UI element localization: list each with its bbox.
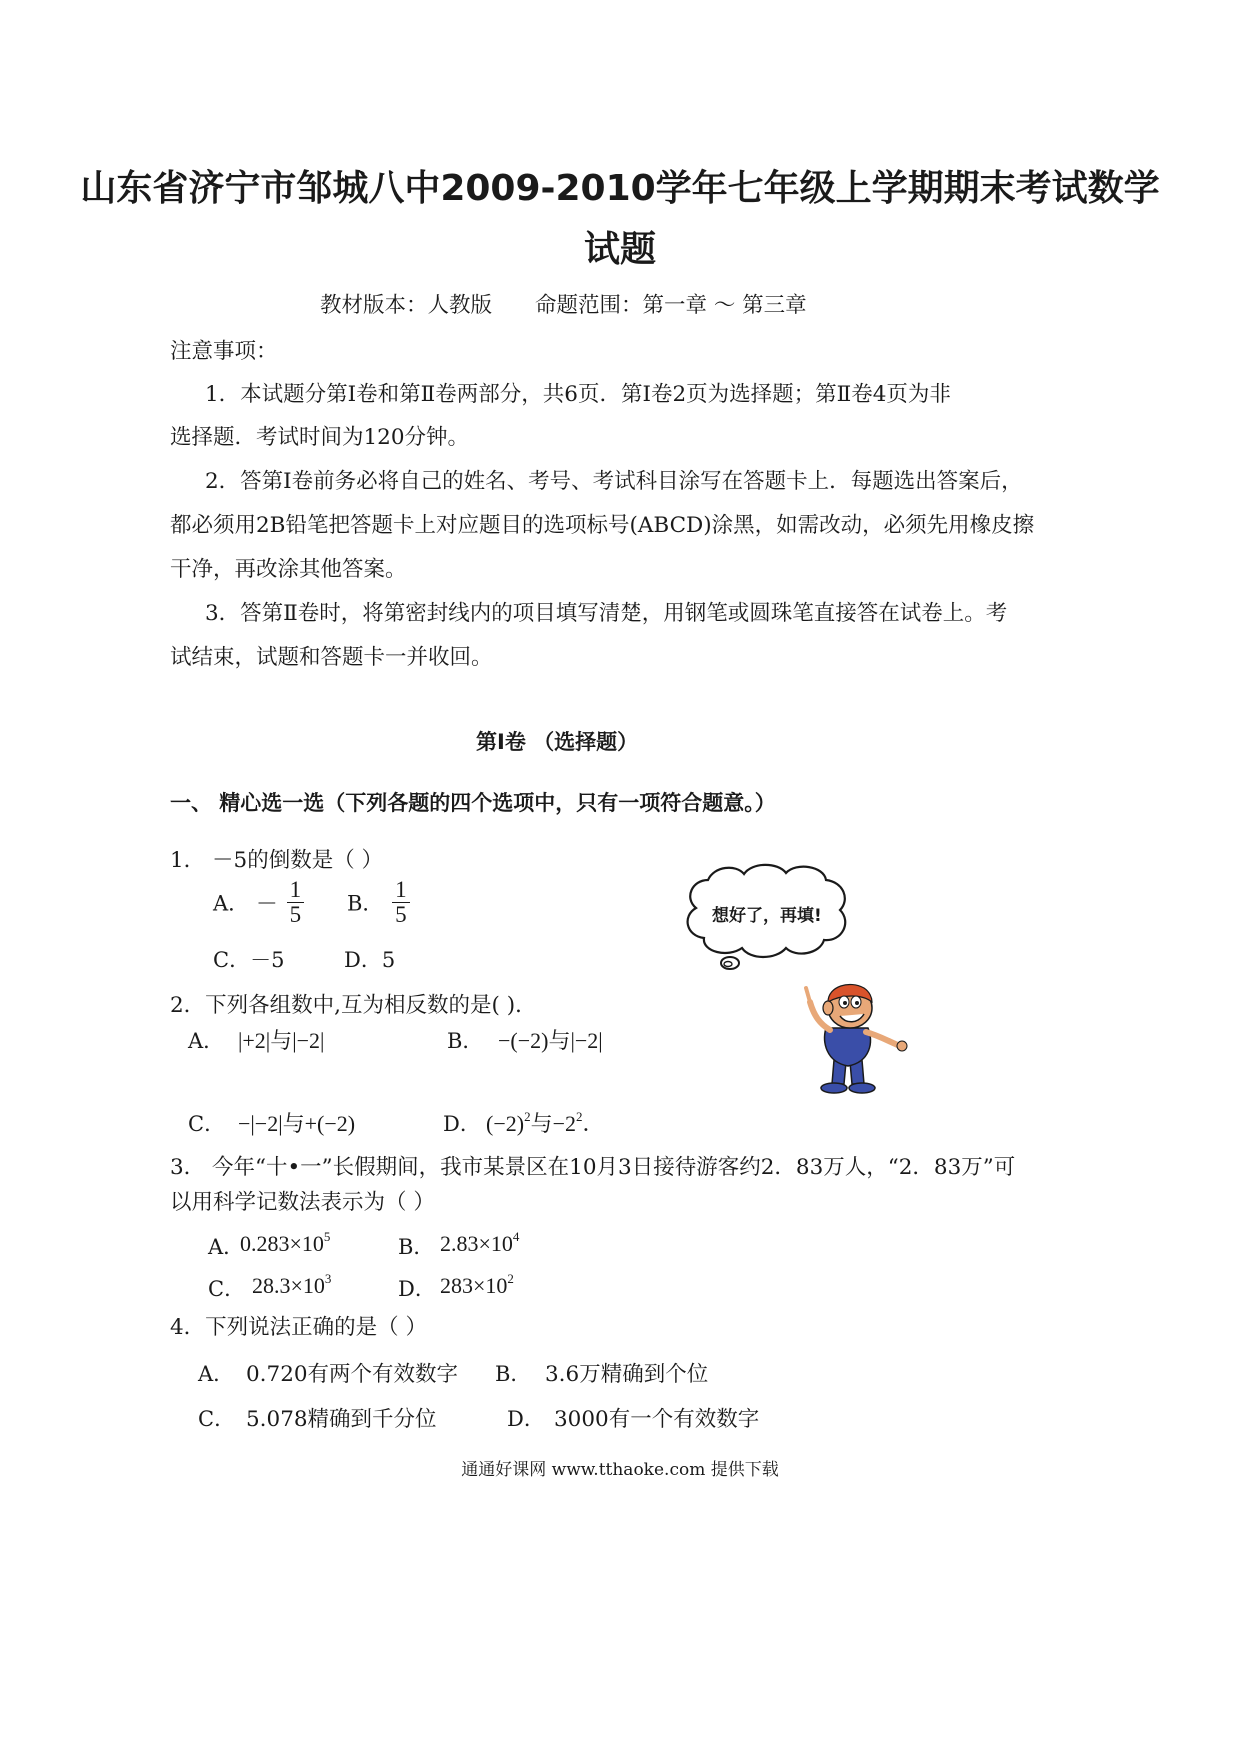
q2-option-d-expr — [486, 1107, 605, 1138]
q1-option-c: C．－5 — [213, 948, 285, 972]
q3-option-d-label: D． — [398, 1277, 436, 1301]
q3-option-b-base: 2.83×10 — [440, 1231, 513, 1256]
q1-option-a-fraction — [287, 878, 305, 927]
q3-option-c-exp: 3 — [324, 1271, 332, 1286]
thought-bubble-text: 想好了，再填! — [712, 906, 822, 926]
q3-option-b-label: B． — [398, 1235, 435, 1259]
q4-stem: 4．下列说法正确的是（ ） — [170, 1315, 428, 1340]
q4-option-b-text: 3.6万精确到个位 — [545, 1362, 709, 1387]
q3-option-b-expr — [440, 1229, 519, 1257]
q1-option-b — [347, 878, 412, 927]
section-title: 第Ⅰ卷 （选择题） — [476, 730, 639, 754]
q3-option-c-base: 28.3×10 — [252, 1273, 325, 1298]
q3-option-d-expr — [440, 1271, 514, 1299]
note-3-line-b: 试结束，试题和答题卡一并收回。 — [170, 645, 493, 670]
q1-option-d: D．5 — [344, 948, 396, 972]
q1-option-b-denominator: 5 — [395, 902, 407, 928]
q1-option-a-denominator: 5 — [289, 902, 302, 928]
q1-stem: 1． －5的倒数是（ ） — [170, 848, 384, 873]
q1-option-b-numerator: 1 — [392, 878, 410, 903]
q3-stem-line-b: 以用科学记数法表示为（ ） — [170, 1190, 435, 1215]
note-2-line-a: 2．答第Ⅰ卷前务必将自己的姓名、考号、考试科目涂写在答题卡上．每题选出答案后， — [205, 469, 1023, 494]
q2-option-a-expr: |+2|与|−2| — [238, 1028, 325, 1053]
q3-option-a-expr — [240, 1229, 330, 1257]
q3-option-c-label: C． — [208, 1277, 246, 1301]
q2-option-d-end: ． — [582, 1111, 605, 1136]
q1-option-b-fraction — [392, 878, 410, 927]
q1-option-a-label: A． — [213, 891, 250, 916]
q2-option-d-base1: (−2) — [486, 1111, 525, 1136]
textbook-edition: 教材版本：人教版 — [320, 293, 493, 318]
q3-option-d-base: 283×10 — [440, 1273, 508, 1298]
note-2-line-c: 干净，再改涂其他答案。 — [170, 557, 407, 582]
part-one-heading: 一、 精心选一选（下列各题的四个选项中，只有一项符合题意。） — [170, 791, 776, 815]
q4-option-c-text: 5.078精确到千分位 — [246, 1407, 437, 1432]
q2-option-b-expr: −(−2)与|−2| — [498, 1028, 603, 1053]
q2-option-d-exp2: 2 — [575, 1109, 583, 1124]
q1-option-a-sign: － — [255, 891, 278, 917]
q4-option-a-label: A． — [198, 1362, 235, 1386]
q2-option-d-exp1: 2 — [524, 1109, 531, 1124]
q3-option-a-exp: 5 — [323, 1229, 331, 1244]
q2-stem: 2．下列各组数中,互为相反数的是( )． — [170, 993, 537, 1018]
exam-title-line2: 试题 — [583, 229, 656, 270]
q2-option-c-expr: −|−2|与+(−2) — [238, 1111, 356, 1136]
q3-option-a-label: A． — [208, 1235, 245, 1259]
q4-option-a-text: 0.720有两个有效数字 — [246, 1362, 459, 1387]
q2-option-a-label: A． — [188, 1029, 225, 1053]
q1-option-b-label: B． — [347, 891, 384, 916]
q4-option-d-text: 3000有一个有效数字 — [554, 1407, 760, 1432]
page-footer: 通通好课网 www.tthaoke.com 提供下载 — [461, 1460, 779, 1480]
q3-option-d-exp: 2 — [507, 1271, 514, 1286]
note-2-line-b: 都必须用2B铅笔把答题卡上对应题目的选项标号(ABCD)涂黑，如需改动，必须先用橡皮擦 — [170, 513, 1035, 538]
q4-option-c-label: C． — [198, 1407, 236, 1431]
q3-stem-line-a: 3． 今年“十•一”长假期间，我市某景区在10月3日接待游客约2．83万人，“2．83万”可 — [170, 1155, 1016, 1180]
notes-heading: 注意事项： — [170, 339, 278, 364]
q1-option-a — [213, 878, 306, 927]
q3-option-c-expr — [252, 1271, 331, 1299]
exam-title-line1: 山东省济宁市邹城八中2009-2010学年七年级上学期期末考试数学 — [80, 168, 1160, 209]
q4-option-d-label: D． — [507, 1407, 545, 1431]
q2-option-c-label: C． — [188, 1112, 226, 1136]
note-1-line-a: 1．本试题分第Ⅰ卷和第Ⅱ卷两部分，共6页．第Ⅰ卷2页为选择题；第Ⅱ卷4页为非 — [205, 382, 951, 407]
q3-option-a-base: 0.283×10 — [240, 1231, 324, 1256]
note-1-line-b: 选择题．考试时间为120分钟。 — [170, 425, 470, 450]
q2-option-d-label: D． — [443, 1112, 481, 1136]
q2-option-d-mid: 与−2 — [530, 1111, 576, 1136]
note-3-line-a: 3．答第Ⅱ卷时，将第密封线内的项目填写清楚，用钢笔或圆珠笔直接答在试卷上。考 — [205, 601, 1008, 626]
q1-option-a-numerator: 1 — [287, 878, 305, 903]
q2-option-b-label: B． — [447, 1029, 484, 1053]
q3-option-b-exp: 4 — [512, 1229, 520, 1244]
q4-option-b-label: B． — [495, 1362, 532, 1386]
cartoon-character-illustration — [792, 980, 910, 1098]
question-scope: 命题范围：第一章 ～ 第三章 — [535, 293, 807, 318]
